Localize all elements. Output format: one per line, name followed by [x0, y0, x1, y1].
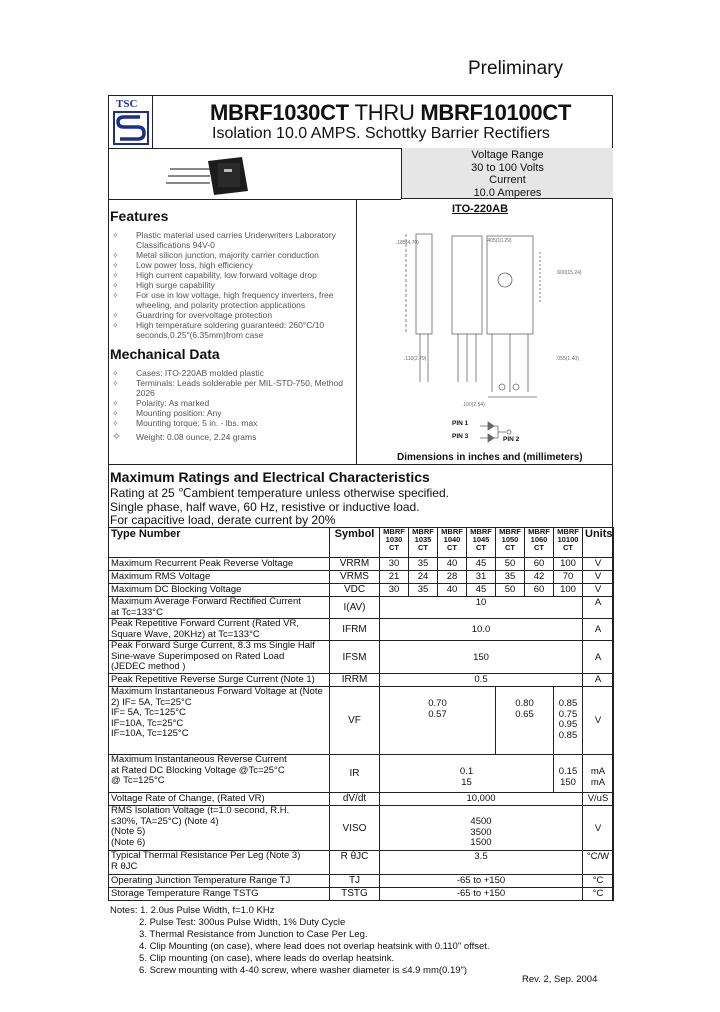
- dim-annotation: .405(10.29): [486, 238, 512, 244]
- bullet-icon: ✧: [112, 369, 119, 378]
- feature-item: ✧ Metal silicon junction, majority carrier conduction: [112, 250, 319, 260]
- col-type-number: Type Number: [109, 528, 330, 558]
- mechanical-item: ✧ Cases: ITO-220AB molded plastic: [112, 368, 264, 378]
- preliminary-label: Preliminary: [468, 58, 564, 79]
- features-list: [112, 230, 358, 341]
- bullet-icon: ✧: [112, 261, 119, 270]
- feature-item: ✧ Plastic material used carries Underwriters Laboratory Classifications 94V-0: [112, 230, 336, 250]
- mechanical-item: ✧ Terminals: Leads solderable per MIL-STD-750, Method 2026: [112, 378, 343, 398]
- table-row: Peak Repetitive Forward Current (Rated VR, Square Wave, 20KHz) at Tc=133°C IFRM 10.0 A: [109, 619, 614, 641]
- col-units: Units: [583, 528, 614, 558]
- ratings-heading: Maximum Ratings and Electrical Characteristics: [110, 469, 430, 485]
- col-part: MBRF 1040 CT: [438, 528, 467, 558]
- note-line: 6. Screw mounting with 4-40 screw, where washer diameter is ≤4.9 mm(0.19"): [110, 965, 468, 976]
- feature-item: ✧ For use in low voltage, high frequency inverters, free wheeling, and polarity protection applications: [112, 290, 334, 310]
- note-line: 4. Clip Mounting (on case), where lead does not overlap heatsink with 0.110" offset.: [110, 941, 490, 952]
- feature-item: ✧ High current capability, low forward voltage drop: [112, 270, 317, 280]
- features-heading: Features: [110, 208, 169, 224]
- page-subtitle: Isolation 10.0 AMPS. Schottky Barrier Rectifiers: [212, 125, 550, 142]
- spec-voltage-label: Voltage Range: [471, 149, 544, 161]
- mechanical-heading: Mechanical Data: [110, 346, 220, 362]
- section-divider: [108, 464, 613, 465]
- photo-divider: [108, 199, 401, 200]
- col-part: MBRF 1050 CT: [496, 528, 525, 558]
- table-row: Typical Thermal Resistance Per Leg (Note 3) R θJC R θJC 3.5 °C/W: [109, 851, 614, 875]
- feature-item: ✧ High temperature soldering guaranteed: 260°C/10 seconds,0.25"(6.35mm)from case: [112, 320, 325, 340]
- col-part: MBRF 1045 CT: [467, 528, 496, 558]
- bullet-icon: ✧: [112, 321, 119, 330]
- spec-voltage-value: 30 to 100 Volts: [471, 161, 544, 174]
- bullet-icon: ✧: [112, 379, 119, 388]
- ratings-note-3: For capacitive load, derate current by 20%: [110, 513, 336, 527]
- table-row: Storage Temperature Range TSTG TSTG -65 to +150 °C: [109, 888, 614, 901]
- dim-annotation: .185(4.70): [396, 240, 419, 246]
- col-part: MBRF 1035 CT: [409, 528, 438, 558]
- dim-annotation: .600(15.24): [556, 270, 582, 276]
- bullet-icon: ✧: [112, 311, 119, 320]
- spec-summary-box: [401, 148, 613, 199]
- pin2-label: PIN 2: [503, 436, 520, 443]
- col-symbol: Symbol: [330, 528, 380, 558]
- ratings-note-2: Single phase, half wave, 60 Hz, resistive or inductive load.: [110, 500, 420, 514]
- notes-block: [110, 905, 490, 977]
- feature-item: ✧ Guardring for overvoltage protection: [112, 310, 273, 320]
- bullet-icon: ✧: [112, 271, 119, 280]
- pin3-label: PIN 3: [452, 433, 469, 440]
- logo-mark-icon: [112, 110, 150, 146]
- spec-current-label: Current: [489, 174, 526, 186]
- revision-label: Rev. 2, Sep. 2004: [522, 974, 598, 985]
- col-part: MBRF 10100 CT: [554, 528, 583, 558]
- mechanical-item: ✧ Polarity: As marked: [112, 398, 210, 408]
- table-row: Maximum Instantaneous Forward Voltage at (Note 2) IF= 5A, Tc=25°C IF= 5A, Tc=125°C IF=10A, Tc=25°C IF=10A, Tc=125°C VF 0.70 0.57 0.80 0.65 0.85 0.75 0.95 0.85 V: [109, 687, 614, 755]
- dim-annotation: .100(2.54): [462, 402, 485, 408]
- note-line: 2. Pulse Test: 300us Pulse Width, 1% Duty Cycle: [110, 917, 346, 928]
- note-line: 3. Thermal Resistance from Junction to Case Per Leg.: [110, 929, 368, 940]
- bullet-icon: ✧: [112, 251, 119, 260]
- dim-annotation: .110(2.79): [404, 356, 427, 362]
- table-row: Operating Junction Temperature Range TJ TJ -65 to +150 °C: [109, 875, 614, 888]
- bullet-icon: ✧: [112, 281, 119, 290]
- feature-item: ✧ Low power loss, high efficiency: [112, 260, 254, 270]
- table-row: Peak Forward Surge Current, 8.3 ms Single Half Sine-wave Superimposed on Rated Load (JEDEC method ) IFSM 150 A: [109, 641, 614, 674]
- bullet-icon: ✧: [112, 431, 122, 443]
- note-line: Notes: 1. 2.0us Pulse Width, f=1.0 KHz: [110, 905, 275, 916]
- component-photo-icon: [162, 155, 252, 197]
- dimension-caption: Dimensions in inches and (millimeters): [397, 452, 583, 463]
- table-header-row: [109, 528, 614, 558]
- package-dimension-drawing: [392, 222, 610, 450]
- table-row: RMS Isolation Voltage (t=1.0 second, R.H. ≤30%, TA=25°C) (Note 4) (Note 5) (Note 6) VISO 4500 3500 1500 V: [109, 806, 614, 851]
- page-title: MBRF1030CT THRU MBRF10100CT: [210, 100, 572, 125]
- col-part: MBRF 1060 CT: [525, 528, 554, 558]
- pin1-label: PIN 1: [452, 420, 469, 427]
- dim-annotation: .055(1.40): [556, 356, 579, 362]
- table-row: Maximum Instantaneous Reverse Current at Rated DC Blocking Voltage @Tc=25°C @ Tc=125°C IR 0.1 15 0.15 150 mA mA: [109, 755, 614, 793]
- note-line: 5. Clip mounting (on case), where leads do overlap heatsink.: [110, 953, 395, 964]
- table-row: Maximum RMS Voltage VRMS 21 24 28 31 35 42 70 V: [109, 571, 614, 584]
- table-row: Maximum Average Forward Rectified Current at Tc=133°C I(AV) 10 A: [109, 597, 614, 619]
- col-part: MBRF 1030 CT: [380, 528, 409, 558]
- table-row: Maximum DC Blocking Voltage VDC 30 35 40 45 50 60 100 V: [109, 584, 614, 597]
- logo-divider: [152, 95, 153, 148]
- package-label: ITO-220AB: [452, 203, 509, 215]
- table-row: Maximum Recurrent Peak Reverse Voltage VRRM 30 35 40 45 50 60 100 V: [109, 558, 614, 571]
- bullet-icon: ✧: [112, 231, 119, 240]
- spec-current-value: 10.0 Amperes: [473, 186, 542, 199]
- ratings-note-1: Rating at 25 ℃ambient temperature unless otherwise specified.: [110, 486, 449, 500]
- mechanical-item: ✧ Mounting position: Any: [112, 408, 222, 418]
- mechanical-item: ✧ Weight: 0.08 ounce, 2.24 grams: [112, 431, 257, 443]
- bullet-icon: ✧: [112, 399, 119, 408]
- tsc-logo: [112, 98, 150, 146]
- ratings-table: [108, 527, 614, 901]
- bullet-icon: ✧: [112, 409, 119, 418]
- table-row: Voltage Rate of Change, (Rated VR) dV/dt 10,000 V/uS: [109, 793, 614, 806]
- feature-item: ✧ High surge capability: [112, 280, 215, 290]
- table-row: Peak Repetitive Reverse Surge Current (Note 1) IRRM 0.5 A: [109, 674, 614, 687]
- logo-text: TSC: [116, 98, 138, 110]
- bullet-icon: ✧: [112, 419, 119, 428]
- bullet-icon: ✧: [112, 291, 119, 300]
- mechanical-list: [112, 368, 358, 443]
- mechanical-item: ✧ Mounting torque: 5 in. - lbs. max: [112, 418, 258, 428]
